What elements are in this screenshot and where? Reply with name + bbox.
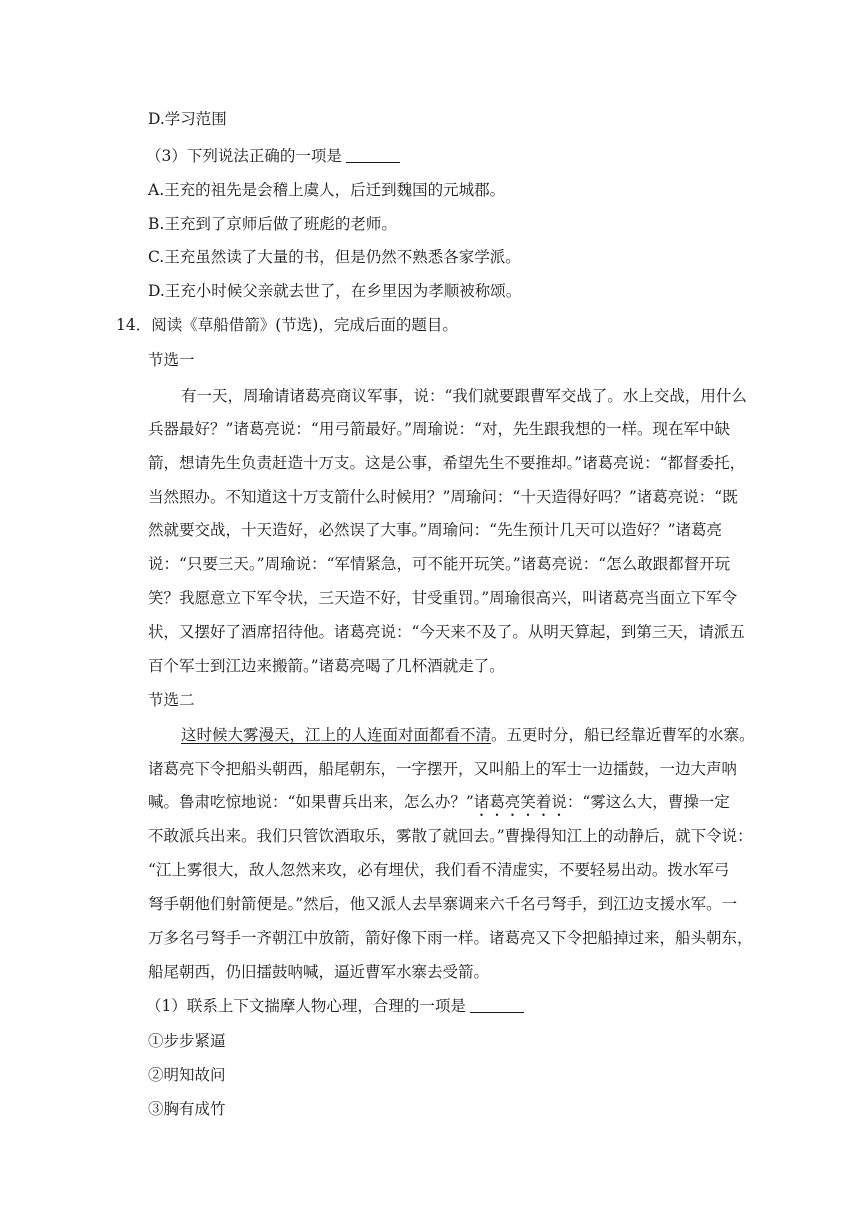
option-3: ③胸有成竹 <box>148 1100 226 1118</box>
question-14-stem: 14．阅读《草船借箭》(节选)，完成后面的题目。 <box>116 316 458 334</box>
section-2-title: 节选二 <box>148 691 195 709</box>
passage-line: 状，又摆好了酒席招待他。诸葛亮说：“今天来不及了。从明天算起，到第三天，请派五 <box>148 623 745 641</box>
passage-text: 喊。鲁肃吃惊地说：“如果曹兵出来，怎么办？” <box>148 793 474 811</box>
underlined-sentence: 这时候大雾漫天，江上的人连面对面都看不清 <box>181 726 492 744</box>
option-b: B.王充到了京师后做了班彪的老师。 <box>148 215 397 233</box>
sub-question-3-stem: （3）下列说法正确的一项是 <box>146 147 342 165</box>
passage-line: 有一天，周瑜请诸葛亮商议军事，说：“我们就要跟曹军交战了。水上交战，用什么 <box>181 387 747 405</box>
passage-line: 箭，想请先生负责赶造十万支。这是公事，希望先生不要推却。”诸葛亮说：“都督委托， <box>148 454 746 472</box>
passage-line <box>148 791 730 820</box>
option-2: ②明知故问 <box>148 1066 226 1084</box>
passage-line <box>181 724 755 746</box>
passage-line: 说：“只要三天。”周瑜说：“军情紧急，可不能开玩笑。”诸葛亮说：“怎么敢跟都督开玩 <box>148 555 731 573</box>
sub-question-1-stem: （1）联系上下文揣摩人物心理，合理的一项是 <box>146 997 466 1015</box>
passage-line: 不敢派兵出来。我们只管饮酒取乐，雾散了就回去。”曹操得知江上的动静后，就下令说： <box>148 827 753 845</box>
passage-line: 然就要交战，十天造好，必然误了大事。”周瑜问：“先生预计几天可以造好？”诸葛亮 <box>148 521 723 539</box>
passage-line: 船尾朝西，仍旧擂鼓呐喊，逼近曹军水寨去受箭。 <box>148 963 490 981</box>
option-c: C.王充虽然读了大量的书，但是仍然不熟悉各家学派。 <box>148 248 521 266</box>
passage-line: 笑？我愿意立下军令状，三天造不好，甘受重罚。”周瑜很高兴，叫诸葛亮当面立下军令 <box>148 589 738 607</box>
answer-blank[interactable] <box>346 161 400 163</box>
sub-question-3 <box>146 145 400 167</box>
passage-line: 百个军士到江边来搬箭。”诸葛亮喝了几杯酒就走了。 <box>148 657 505 675</box>
passage-line: 诸葛亮下令把船头朝西，船尾朝东，一字摆开，又叫船上的军士一边擂鼓，一边大声呐 <box>148 760 738 778</box>
passage-line: 当然照办。不知道这十万支箭什么时候用？”周瑜问：“十天造得好吗？”诸葛亮说：“既 <box>148 488 738 506</box>
option-d: D.王充小时候父亲就去世了，在乡里因为孝顺被称颂。 <box>148 282 522 300</box>
option-1: ①步步紧逼 <box>148 1032 226 1050</box>
sub-question-1 <box>146 995 524 1017</box>
passage-line: 万多名弓弩手一齐朝江中放箭，箭好像下雨一样。诸葛亮又下令把船掉过来，船头朝东， <box>148 929 753 947</box>
passage-line: 兵器最好？”诸葛亮说：“用弓箭最好。”周瑜说：“对，先生跟我想的一样。现在军中缺 <box>148 420 730 438</box>
passage-text: 。五更时分，船已经靠近曹军的水寨。 <box>491 726 755 744</box>
answer-blank[interactable] <box>470 1011 524 1013</box>
section-1-title: 节选一 <box>148 351 195 369</box>
dotted-phrase: 诸葛亮笑着说 <box>473 793 567 811</box>
option-d-study-scope: D.学习范围 <box>148 110 227 128</box>
passage-line: “江上雾很大，敌人忽然来攻，必有埋伏，我们看不清虚实，不要轻易出动。拨水军弓 <box>148 861 730 879</box>
option-a: A.王充的祖先是会稽上虞人，后迁到魏国的元城郡。 <box>148 181 506 199</box>
passage-line: 弩手朝他们射箭便是。”然后，他又派人去旱寨调来六千名弓弩手，到江边支援水军。一 <box>148 895 738 913</box>
passage-text: ：“雾这么大，曹操一定 <box>566 793 730 811</box>
